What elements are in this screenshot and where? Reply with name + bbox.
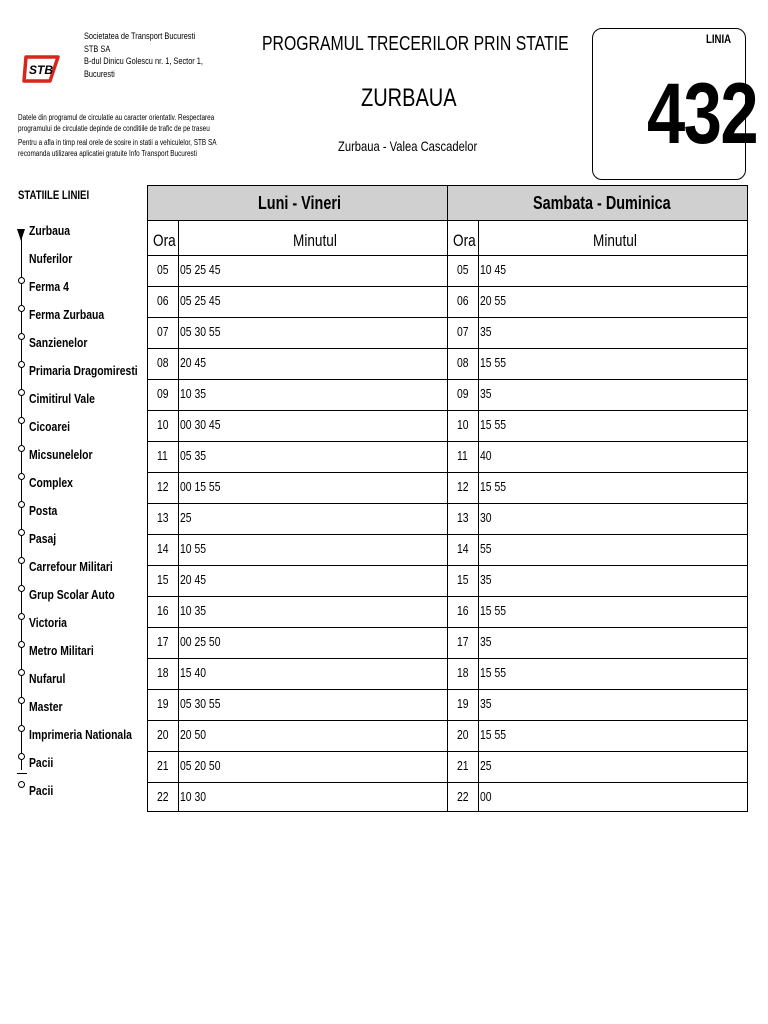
terminus-marker-icon bbox=[17, 773, 27, 774]
station-marker-icon bbox=[18, 697, 25, 704]
weekend-hour-cell: 15 bbox=[457, 572, 469, 587]
disclaimer-notes bbox=[18, 113, 217, 163]
row-divider bbox=[148, 658, 747, 659]
weekend-hour-cell: 10 bbox=[457, 417, 469, 432]
station-marker-icon bbox=[18, 501, 25, 508]
weekday-hour-cell: 14 bbox=[157, 541, 169, 556]
app-recommendation: Pentru a afla in timp real orele de sosire in statii a vehiculelor, STB SA recomanda utilizarea aplicatiei gratuite Info Transport Bucuresti bbox=[18, 138, 217, 158]
weekday-hour-cell: 09 bbox=[157, 386, 169, 401]
weekday-hour-cell: 08 bbox=[157, 355, 169, 370]
weekend-minutes-cell: 00 bbox=[480, 789, 492, 804]
row-divider bbox=[148, 379, 747, 380]
company-line: Bucuresti bbox=[84, 68, 115, 79]
terminus-station: Pacii bbox=[29, 783, 54, 798]
station-marker-icon bbox=[18, 417, 25, 424]
row-divider bbox=[148, 317, 747, 318]
weekday-title: Luni - Vineri bbox=[258, 193, 341, 213]
weekend-minutes-cell: 25 bbox=[480, 758, 492, 773]
station-item: Primaria Dragomiresti bbox=[29, 363, 138, 378]
station-marker-icon bbox=[18, 725, 25, 732]
weekday-minutes-cell: 10 55 bbox=[180, 541, 207, 556]
weekend-minutes-cell: 35 bbox=[480, 386, 492, 401]
weekday-hour-cell: 16 bbox=[157, 603, 169, 618]
svg-text:STB: STB bbox=[29, 63, 53, 77]
weekend-hour-cell: 22 bbox=[457, 789, 469, 804]
row-divider bbox=[148, 503, 747, 504]
weekend-hour-cell: 14 bbox=[457, 541, 469, 556]
station-item: Pacii bbox=[29, 755, 54, 770]
weekend-minutes-cell: 20 55 bbox=[480, 293, 507, 308]
weekday-minutes-cell: 05 25 45 bbox=[180, 293, 221, 308]
weekend-hour-cell: 18 bbox=[457, 665, 469, 680]
company-info bbox=[84, 30, 203, 80]
row-divider bbox=[148, 286, 747, 287]
weekday-minutes-cell: 20 45 bbox=[180, 355, 207, 370]
station-name: ZURBAUA bbox=[361, 84, 457, 112]
line-label: LINIA bbox=[705, 32, 731, 46]
station-marker-icon bbox=[18, 389, 25, 396]
line-number: 432 bbox=[647, 66, 757, 162]
station-item: Pasaj bbox=[29, 531, 57, 546]
timetable bbox=[147, 185, 748, 812]
station-marker-icon bbox=[18, 641, 25, 648]
weekday-minutes-cell: 15 40 bbox=[180, 665, 207, 680]
weekday-hour-cell: 20 bbox=[157, 727, 169, 742]
company-line: Societatea de Transport Bucuresti bbox=[84, 31, 196, 41]
row-divider bbox=[148, 472, 747, 473]
weekday-hour-cell: 18 bbox=[157, 665, 169, 680]
station-item: Complex bbox=[29, 475, 73, 490]
stations-title: STATIILE LINIEI bbox=[18, 188, 90, 202]
weekend-minutes-cell: 40 bbox=[480, 448, 492, 463]
weekday-minutes-cell: 10 35 bbox=[180, 603, 207, 618]
weekday-minute-header: Minutul bbox=[293, 231, 337, 250]
weekend-minutes-cell: 35 bbox=[480, 696, 492, 711]
station-item: Sanzienelor bbox=[29, 335, 88, 350]
row-divider bbox=[148, 565, 747, 566]
weekday-minutes-cell: 20 50 bbox=[180, 727, 207, 742]
row-divider bbox=[148, 410, 747, 411]
station-item: Victoria bbox=[29, 615, 67, 630]
weekday-header bbox=[148, 186, 447, 220]
column-divider bbox=[478, 221, 479, 811]
row-divider bbox=[148, 782, 747, 783]
weekend-minutes-cell: 15 55 bbox=[480, 417, 507, 432]
weekday-hour-cell: 05 bbox=[157, 262, 169, 277]
station-marker-icon bbox=[18, 277, 25, 284]
weekday-hour-header: Ora bbox=[153, 231, 176, 250]
weekday-minutes-cell: 25 bbox=[180, 510, 192, 525]
row-divider bbox=[148, 689, 747, 690]
row-divider bbox=[148, 596, 747, 597]
group-divider bbox=[447, 186, 448, 811]
station-item: Cimitirul Vale bbox=[29, 391, 95, 406]
weekend-hour-cell: 21 bbox=[457, 758, 469, 773]
line-box bbox=[592, 28, 757, 180]
schedule-disclaimer: Datele din programul de circulatie au caracter orientativ. Respectarea programului de circulatie depinde de conditiile de trafic de pe traseu bbox=[18, 113, 215, 133]
weekend-minutes-cell: 10 45 bbox=[480, 262, 507, 277]
row-divider bbox=[148, 720, 747, 721]
weekday-hour-cell: 11 bbox=[157, 448, 168, 463]
weekend-minutes-cell: 55 bbox=[480, 541, 492, 556]
weekday-minutes-cell: 05 25 45 bbox=[180, 262, 221, 277]
weekend-minutes-cell: 35 bbox=[480, 324, 492, 339]
weekend-hour-cell: 05 bbox=[457, 262, 469, 277]
station-item: Metro Militari bbox=[29, 643, 94, 658]
station-marker-icon bbox=[18, 781, 25, 788]
station-marker-icon bbox=[18, 361, 25, 368]
weekend-hour-cell: 13 bbox=[457, 510, 469, 525]
weekend-hour-cell: 20 bbox=[457, 727, 469, 742]
weekend-minutes-cell: 15 55 bbox=[480, 479, 507, 494]
station-item: Grup Scolar Auto bbox=[29, 587, 115, 602]
station-marker-icon bbox=[18, 445, 25, 452]
weekday-minutes-cell: 00 30 45 bbox=[180, 417, 221, 432]
station-marker-icon bbox=[18, 669, 25, 676]
weekend-header bbox=[448, 186, 747, 220]
company-line: B-dul Dinicu Golescu nr. 1, Sector 1, bbox=[84, 56, 203, 66]
weekend-title: Sambata - Duminica bbox=[533, 193, 671, 213]
document-title: PROGRAMUL TRECERILOR PRIN STATIE bbox=[262, 33, 569, 55]
weekday-hour-cell: 21 bbox=[157, 758, 169, 773]
station-item: Carrefour Militari bbox=[29, 559, 113, 574]
station-item: Nufarul bbox=[29, 671, 66, 686]
row-divider bbox=[148, 751, 747, 752]
weekday-hour-cell: 10 bbox=[157, 417, 169, 432]
weekday-hour-cell: 22 bbox=[157, 789, 169, 804]
weekday-hour-cell: 13 bbox=[157, 510, 169, 525]
weekend-minutes-cell: 15 55 bbox=[480, 665, 507, 680]
station-marker-icon bbox=[18, 473, 25, 480]
row-divider bbox=[148, 348, 747, 349]
weekday-minutes-cell: 05 35 bbox=[180, 448, 207, 463]
weekend-hour-cell: 09 bbox=[457, 386, 469, 401]
row-divider bbox=[148, 627, 747, 628]
weekend-minutes-cell: 15 55 bbox=[480, 727, 507, 742]
weekday-hour-cell: 17 bbox=[157, 634, 169, 649]
weekend-minute-header: Minutul bbox=[593, 231, 637, 250]
weekend-hour-cell: 16 bbox=[457, 603, 469, 618]
station-item: Posta bbox=[29, 503, 58, 518]
start-marker-icon bbox=[17, 229, 25, 241]
weekday-hour-cell: 19 bbox=[157, 696, 169, 711]
station-marker-icon bbox=[18, 557, 25, 564]
weekday-minutes-cell: 00 15 55 bbox=[180, 479, 221, 494]
station-item: Imprimeria Nationala bbox=[29, 727, 132, 742]
station-marker-icon bbox=[18, 753, 25, 760]
weekend-minutes-cell: 35 bbox=[480, 634, 492, 649]
station-marker-icon bbox=[18, 613, 25, 620]
weekend-minutes-cell: 35 bbox=[480, 572, 492, 587]
station-marker-icon bbox=[18, 333, 25, 340]
weekday-minutes-cell: 00 25 50 bbox=[180, 634, 221, 649]
weekend-hour-cell: 17 bbox=[457, 634, 469, 649]
weekday-minutes-cell: 05 30 55 bbox=[180, 324, 221, 339]
row-divider bbox=[148, 534, 747, 535]
weekend-hour-cell: 19 bbox=[457, 696, 469, 711]
station-item: Cicoarei bbox=[29, 419, 71, 434]
weekend-hour-cell: 07 bbox=[457, 324, 469, 339]
station-marker-icon bbox=[18, 529, 25, 536]
weekend-minutes-cell: 15 55 bbox=[480, 355, 507, 370]
weekend-minutes-cell: 15 55 bbox=[480, 603, 507, 618]
station-item: Ferma 4 bbox=[29, 279, 69, 294]
station-marker-icon bbox=[18, 305, 25, 312]
column-divider bbox=[178, 221, 179, 811]
stb-logo bbox=[20, 50, 62, 88]
weekday-minutes-cell: 20 45 bbox=[180, 572, 207, 587]
route-name: Zurbaua - Valea Cascadelor bbox=[338, 138, 478, 154]
weekend-hour-cell: 11 bbox=[457, 448, 468, 463]
weekend-hour-header: Ora bbox=[453, 231, 476, 250]
weekday-minutes-cell: 05 30 55 bbox=[180, 696, 221, 711]
weekday-hour-cell: 15 bbox=[157, 572, 169, 587]
station-item: Master bbox=[29, 699, 63, 714]
row-divider bbox=[148, 441, 747, 442]
weekend-hour-cell: 06 bbox=[457, 293, 469, 308]
company-line: STB SA bbox=[84, 43, 111, 54]
station-item: Micsunelelor bbox=[29, 447, 93, 462]
weekday-minutes-cell: 05 20 50 bbox=[180, 758, 221, 773]
station-marker-icon bbox=[18, 585, 25, 592]
weekend-minutes-cell: 30 bbox=[480, 510, 492, 525]
station-item: Zurbaua bbox=[29, 223, 71, 238]
weekend-hour-cell: 12 bbox=[457, 479, 469, 494]
weekday-hour-cell: 06 bbox=[157, 293, 169, 308]
weekday-minutes-cell: 10 35 bbox=[180, 386, 207, 401]
weekday-hour-cell: 12 bbox=[157, 479, 169, 494]
station-item: Ferma Zurbaua bbox=[29, 307, 105, 322]
station-item: Nuferilor bbox=[29, 251, 73, 266]
weekday-minutes-cell: 10 30 bbox=[180, 789, 207, 804]
weekday-hour-cell: 07 bbox=[157, 324, 169, 339]
weekend-hour-cell: 08 bbox=[457, 355, 469, 370]
